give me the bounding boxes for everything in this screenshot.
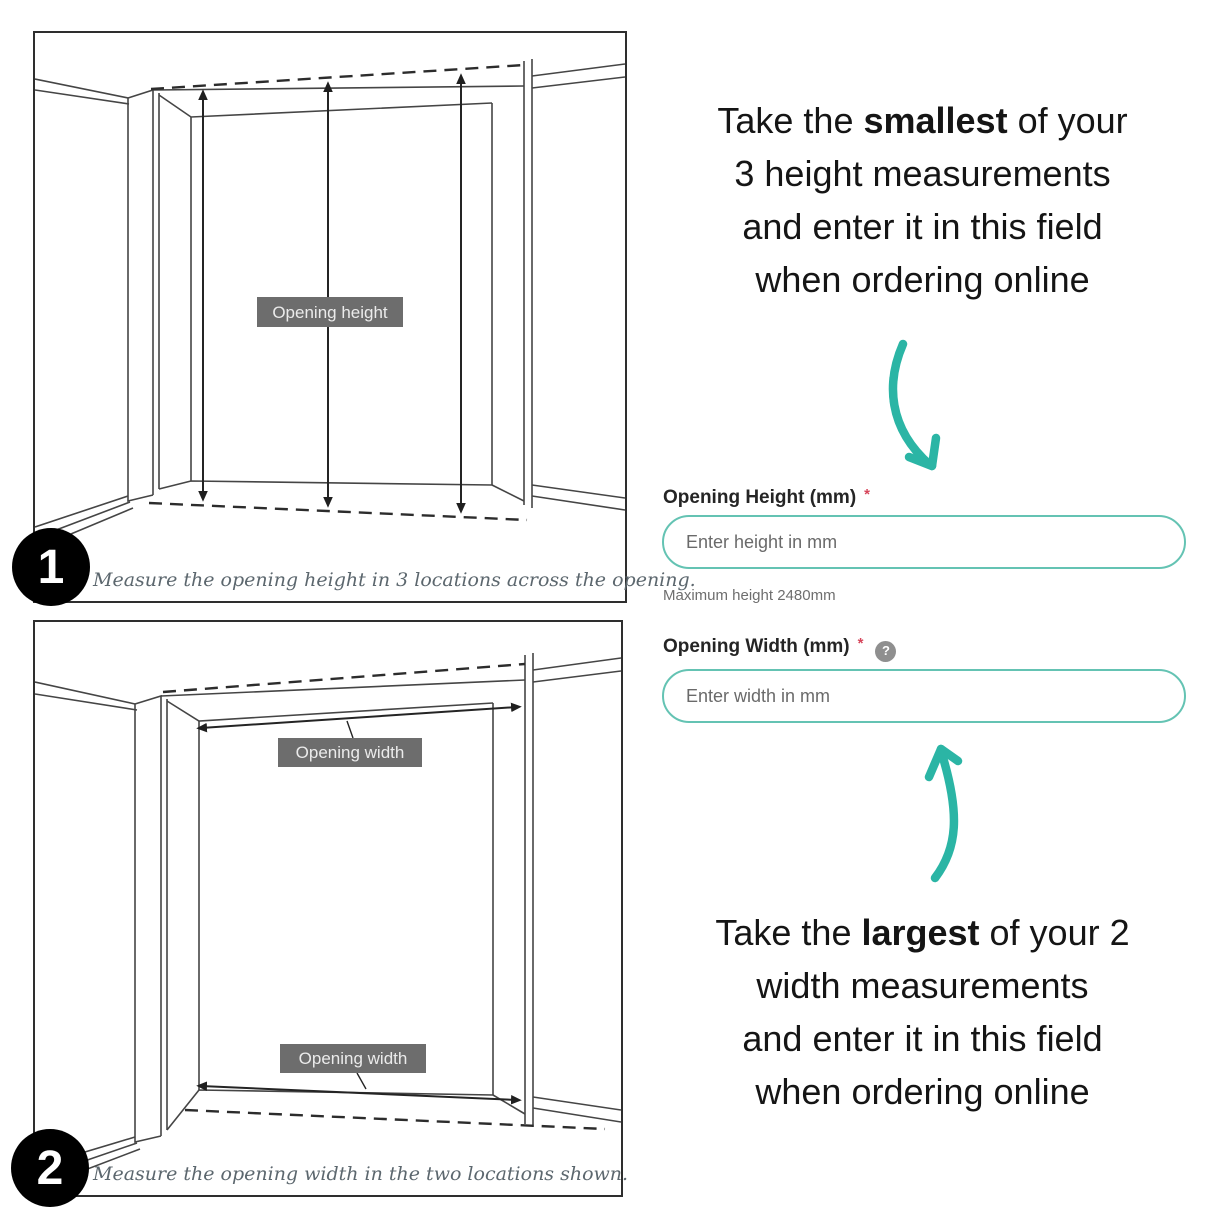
width-field-label-text: Opening Width (mm) bbox=[663, 636, 850, 657]
curved-arrow-up-icon bbox=[905, 737, 975, 885]
width-input[interactable] bbox=[662, 669, 1186, 723]
height-field-label-text: Opening Height (mm) bbox=[663, 487, 857, 508]
height-diagram-drawing bbox=[35, 33, 625, 601]
opening-height-tag-label: Opening height bbox=[272, 303, 388, 322]
opening-height-tag bbox=[257, 297, 403, 327]
room-outline bbox=[35, 653, 621, 1189]
width-instruction-text bbox=[655, 906, 1190, 1118]
step-1-badge bbox=[12, 528, 90, 606]
curved-arrow-down-icon bbox=[872, 333, 947, 475]
width-diagram-drawing bbox=[35, 622, 621, 1195]
opening-width-tag-bottom bbox=[280, 1044, 426, 1073]
opening-width-tag-top bbox=[278, 738, 422, 767]
help-icon[interactable]: ? bbox=[875, 641, 896, 662]
height-instruction-bold: smallest bbox=[863, 100, 1008, 141]
width-instruction-line2: width measurements bbox=[756, 965, 1089, 1006]
height-instruction-line2: 3 height measurements bbox=[734, 153, 1111, 194]
height-instruction-line4: when ordering online bbox=[755, 259, 1090, 300]
width-instruction-line3: and enter it in this field bbox=[742, 1018, 1103, 1059]
height-instruction-post: of your bbox=[1007, 100, 1128, 141]
height-instruction-pre: Take the bbox=[717, 100, 864, 141]
dashed-guides bbox=[149, 65, 527, 520]
width-caption: Measure the opening width in the two locations shown. bbox=[93, 1163, 629, 1185]
height-instruction-line3: and enter it in this field bbox=[742, 206, 1103, 247]
width-instruction-post: of your 2 bbox=[979, 912, 1130, 953]
opening-width-tag-top-label: Opening width bbox=[295, 743, 405, 762]
width-required-asterisk: * bbox=[857, 635, 864, 652]
height-measure-arrows bbox=[203, 78, 461, 509]
height-caption: Measure the opening height in 3 locations across the opening. bbox=[93, 569, 696, 591]
width-instruction-pre: Take the bbox=[715, 912, 862, 953]
height-required-asterisk: * bbox=[864, 486, 870, 503]
width-field-label bbox=[663, 633, 896, 662]
step-2-badge bbox=[11, 1129, 89, 1207]
height-diagram bbox=[33, 31, 696, 603]
width-diagram bbox=[33, 620, 629, 1197]
width-instruction-line4: when ordering online bbox=[755, 1071, 1090, 1112]
height-instruction-text bbox=[655, 94, 1190, 306]
step-1-number: 1 bbox=[37, 540, 65, 594]
step-2-number: 2 bbox=[36, 1141, 64, 1195]
width-instruction-bold: largest bbox=[861, 912, 980, 953]
opening-width-tag-bottom-label: Opening width bbox=[298, 1049, 408, 1068]
height-field-label bbox=[663, 484, 870, 509]
height-input[interactable] bbox=[662, 515, 1186, 569]
height-helper-text: Maximum height 2480mm bbox=[663, 587, 836, 604]
